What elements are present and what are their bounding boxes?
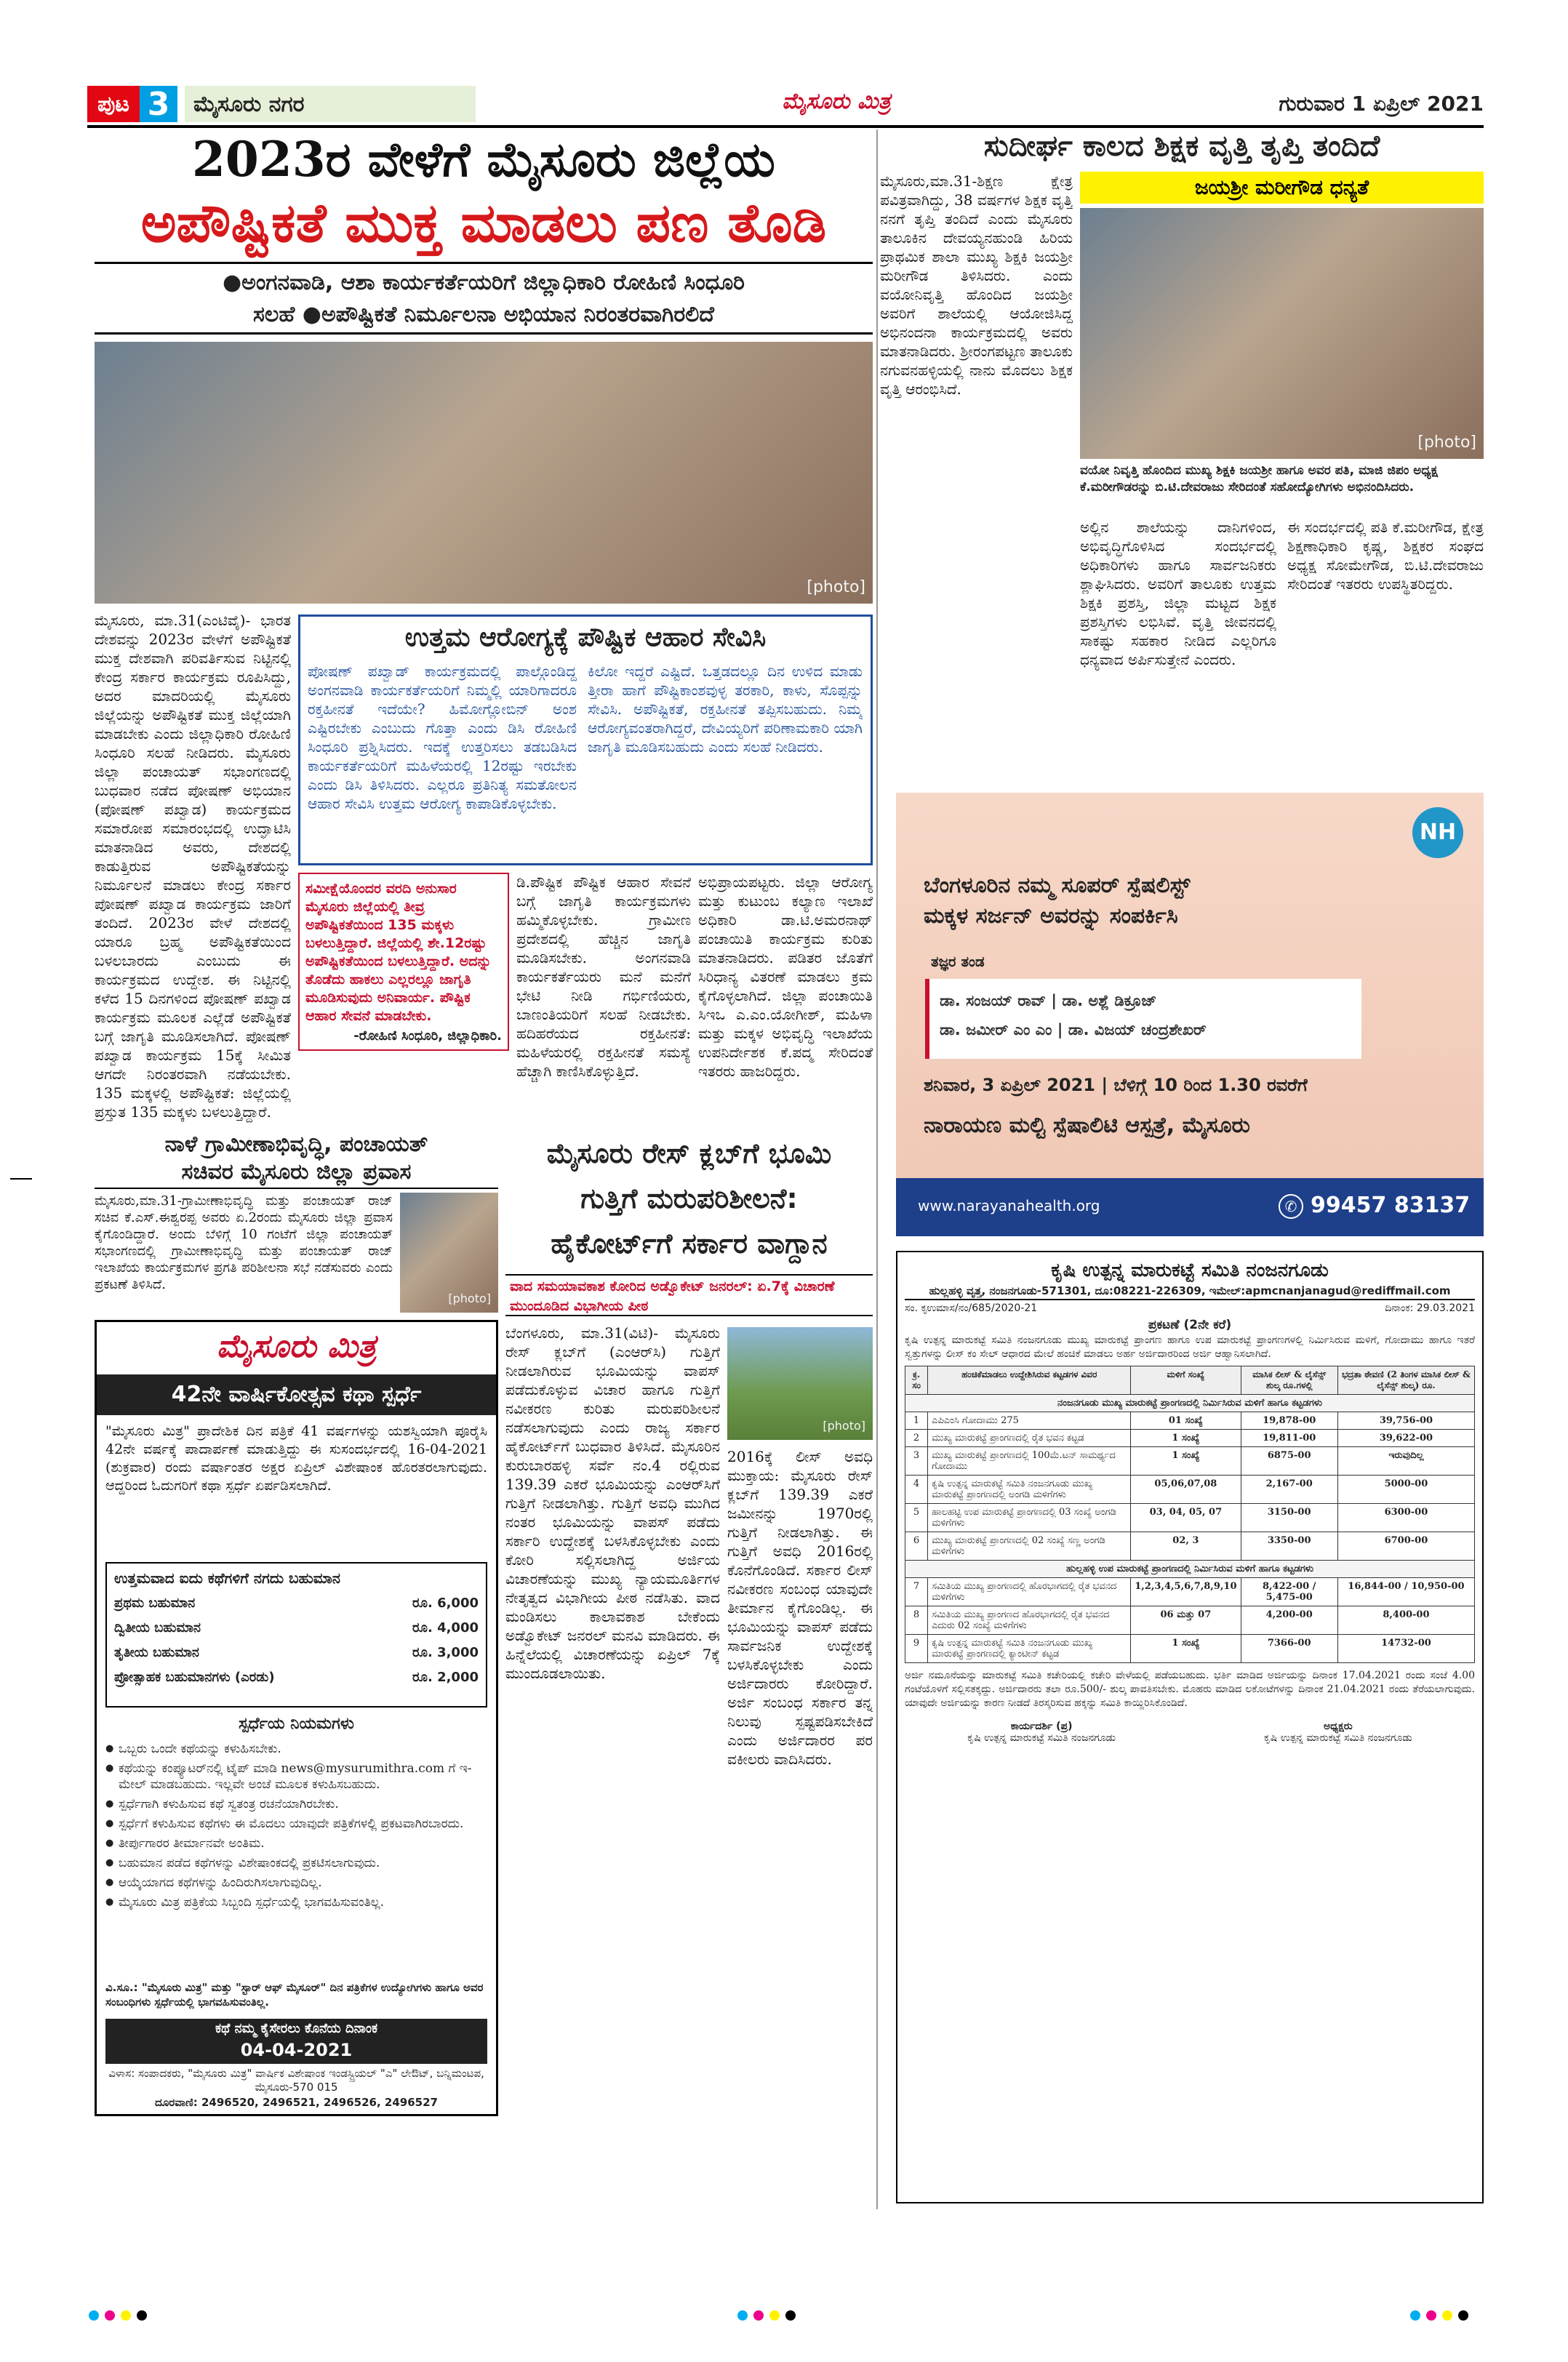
table-cell: 2,167-00 [1241,1476,1337,1504]
table-cell: 5000-00 [1337,1476,1474,1504]
nutrition-headline: ಉತ್ತಮ ಆರೋಗ್ಯಕ್ಕೆ ಪೌಷ್ಟಿಕ ಆಹಾರ ಸೇವಿಸಿ [404,622,767,652]
rule-text: ಆಯ್ಕೆಯಾಗದ ಕಥೆಗಳನ್ನು ಹಿಂದಿರುಗಿಸಲಾಗುವುದಿಲ್ಲ. [119,1875,322,1890]
rules-list [105,1741,487,1977]
lead-photo-label: [photo] [807,578,865,596]
table-cell: 05,06,07,08 [1131,1476,1241,1504]
apmc-email[interactable]: apmcnanjanagud@rediffmail.com [1245,1284,1451,1297]
race-headline-line-3: ಹೈಕೋರ್ಟ್‌ಗೆ ಸರ್ಕಾರ ವಾಗ್ದಾನ [551,1228,828,1260]
table-row [905,1635,1475,1663]
apmc-ref-row [905,1300,1475,1316]
apmc-signatures [905,1721,1475,1744]
teacher-headline: ಸುದೀರ್ಘ ಕಾಲದ ಶಿಕ್ಷಕ ವೃತ್ತಿ ತೃಪ್ತಿ ತಂದಿದೆ [983,129,1380,163]
prize-amount: ರೂ. 6,000 [412,1596,479,1611]
table-cell: 9 [905,1635,928,1663]
lead-subhead-line-1: ●ಅಂಗನವಾಡಿ, ಆಶಾ ಕಾರ್ಯಕರ್ತೆಯರಿಗೆ ಜಿಲ್ಲಾಧಿಕಾರಿ ರೋಹಿಣಿ ಸಿಂಧೂರಿ [223,270,745,295]
table-section-row [905,1395,1475,1412]
apmc-intro: ಕೃಷಿ ಉತ್ಪನ್ನ ಮಾರುಕಟ್ಟೆ ಸಮಿತಿ ನಂಜನಗೂಡು ಮುಖ್ಯ ಮಾರುಕಟ್ಟೆ ಪ್ರಾಂಗಣ ಹಾಗೂ ಉಪ ಮಾರುಕಟ್ಟೆ ಪ್ರಾಂಗಣಗಳಲ್ಲಿ ನಿರ್ಮಿಸಿರುವ ಮಳಿಗೆ, ಗೋದಾಮು ಹಾಗೂ ಇತರೆ ಸ್ವತ್ತುಗಳನ್ನು ಲೀಸ್ ಕಂ ಸೇಲ್ ಆಧಾರದ ಮೇಲೆ ಹಂಚಿಕೆ ಮಾಡಲು ಅರ್ಹ ಅರ್ಜಿದಾರರಿಂದ ಅರ್ಜಿ ಆಹ್ವಾನಿಸಲಾಗಿದೆ. [905,1334,1475,1360]
deadline-box [105,2019,487,2064]
rule-text: ಬಹುಮಾನ ಪಡೆದ ಕಥೆಗಳನ್ನು ವಿಶೇಷಾಂಕದಲ್ಲಿ ಪ್ರಕಟಿಸಲಾಗುವುದು. [119,1856,380,1870]
teacher-caption: ವಯೋ ನಿವೃತ್ತಿ ಹೊಂದಿದ ಮುಖ್ಯ ಶಿಕ್ಷಕಿ ಜಯಶ್ರೀ ಹಾಗೂ ಅವರ ಪತಿ, ಮಾಜಿ ಜಿಪಂ ಅಧ್ಯಕ್ಷ ಕೆ.ಮರೀಗೌಡರನ್ನು ಬಿ.ಟಿ.ದೇವರಾಜು ಸೇರಿದಂತೆ ಸಹೋದ್ಯೋಗಿಗಳು ಅಭಿನಂದಿಸಿದರು. [1080,463,1438,495]
prize-name: ದ್ವಿತೀಯ ಬಹುಮಾನ [114,1620,201,1636]
lead-photo [95,342,873,604]
teacher-photo [1080,208,1484,459]
apmc-table-body [905,1395,1475,1663]
table-cell: ಹಾಲಹಟ್ಟಿ ಉಪ ಮಾರುಕಟ್ಟೆ ಪ್ರಾಂಗಣದಲ್ಲಿ 03 ಸಂಖ್ಯೆ ಅಂಗಡಿ ಮಳಿಗೆಗಳು [928,1504,1131,1532]
table-cell: 1 [905,1412,928,1430]
lead-headline-1: 2023ರ ವೇಳೆಗೆ ಮೈಸೂರು ಜಿಲ್ಲೆಯ [191,131,775,188]
table-row [905,1606,1475,1635]
apmc-table [905,1366,1475,1663]
rule-item [105,1855,487,1871]
page-label: ಪುಟ [87,86,140,122]
rule-text: ತೀರ್ಪುಗಾರರ ತೀರ್ಮಾನವೇ ಅಂತಿಮ. [119,1836,265,1851]
minister-photo [400,1193,498,1313]
table-cell: 1,2,3,4,5,6,7,8,9,10 [1131,1578,1241,1606]
rule-item [105,1894,487,1910]
table-row [905,1532,1475,1561]
race-col1: ಬೆಂಗಳೂರು, ಮಾ.31(ವಿಟಿ)- ಮೈಸೂರು ರೇಸ್ ಕ್ಲಬ್‌ಗೆ (ಎಂಆರ್‌ಸಿ) ಗುತ್ತಿಗೆ ನೀಡಲಾಗಿರುವ ಭೂಮಿಯನ್ನು ವಾಪಸ್ ಪಡೆದುಕೊಳ್ಳುವ ವಿಚಾರ ಹಾಗೂ ಗುತ್ತಿಗೆ ನವೀಕರಣ ಕುರಿತು ಮರುಪರಿಶೀಲನೆ ನಡೆಸಲಾಗುವುದು ಎಂದು ರಾಜ್ಯ ಸರ್ಕಾರ ಹೈಕೋರ್ಟ್‌ಗೆ ಬುಧವಾರ ತಿಳಿಸಿದೆ. ಮೈಸೂರಿನ ಕುರುಬಾರಹಳ್ಳಿ ಸರ್ವೆ ನಂ.4 ರಲ್ಲಿರುವ 139.39 ಎಕರೆ ಭೂಮಿಯನ್ನು ಎಂಆರ್‌ಸಿಗೆ ಗುತ್ತಿಗೆ ನೀಡಲಾಗಿತ್ತು. ಗುತ್ತಿಗೆ ಅವಧಿ ಮುಗಿದ ನಂತರ ಭೂಮಿಯನ್ನು ವಾಪಸ್ ಪಡೆದು ಸರ್ಕಾರಿ ಉದ್ದೇಶಕ್ಕೆ ಬಳಸಿಕೊಳ್ಳಬೇಕು ಎಂದು ಕೋರಿ ಸಲ್ಲಿಸಲಾಗಿದ್ದ ಅರ್ಜಿಯ ವಿಚಾರಣೆಯನ್ನು ಮುಖ್ಯ ನ್ಯಾಯಮೂರ್ತಿಗಳ ನೇತೃತ್ವದ ವಿಭಾಗೀಯ ಪೀಠ ನಡೆಸಿತು. ವಾದ ಮಂಡಿಸಲು ಕಾಲಾವಕಾಶ ಬೇಕೆಂದು ಅಡ್ವೊಕೇಟ್ ಜನರಲ್ ಮನವಿ ಮಾಡಿದರು. ಈ ಹಿನ್ನೆಲೆಯಲ್ಲಿ ವಿಚಾರಣೆಯನ್ನು ಏಪ್ರಿಲ್ 7ಕ್ಕೆ ಮುಂದೂಡಲಾಯಿತು. [505,1324,720,1682]
table-cell: 19,878-00 [1241,1412,1337,1430]
prize-row [114,1616,479,1641]
contest-title: 42ನೇ ವಾರ್ಷಿಕೋತ್ಸವ ಕಥಾ ಸ್ಪರ್ಧೆ [97,1374,496,1415]
table-cell: 1 ಸಂಖ್ಯೆ [1131,1635,1241,1663]
ad-line-2: ಮಕ್ಕಳ ಸರ್ಜನ್ ಅವರನ್ನು ಸಂಪರ್ಕಿಸಿ [924,903,1178,929]
rural-headline [95,1131,498,1189]
table-header-cell: ಹಂಚಿಕೆಮಾಡಲು ಉದ್ದೇಶಿಸಿರುವ ಕಟ್ಟಡಗಳ ವಿವರ [928,1366,1131,1395]
race-headline [505,1131,873,1273]
prize-row [114,1641,479,1665]
table-header-cell: ಮಾಸಿಕ ಲೀಸ್ & ಲೈಸೆನ್ಸ್ ಶುಲ್ಕ ರೂ.ಗಳಲ್ಲಿ [1241,1366,1337,1395]
ad-schedule: ಶನಿವಾರ, 3 ಏಪ್ರಿಲ್ 2021 | ಬೆಳಿಗ್ಗೆ 10 ರಿಂದ 1.30 ರವರೆಗೆ [924,1075,1308,1095]
bullet-icon: ● [105,1818,114,1829]
dc-callout-text: ಸಮೀಕ್ಷೆಯೊಂದರ ವರದಿ ಅನುಸಾರ ಮೈಸೂರು ಜಿಲ್ಲೆಯಲ್ಲಿ ತೀವ್ರ ಅಪೌಷ್ಟಿಕತೆಯಿಂದ 135 ಮಕ್ಕಳು ಬಳಲುತ್ತಿದ್ದಾರೆ. ಜಿಲ್ಲೆಯಲ್ಲಿ ಶೇ.12ರಷ್ಟು ಅಪೌಷ್ಟಿಕತೆಯಿಂದ ಬಳಲುತ್ತಿದ್ದಾರೆ. ಅದನ್ನು ತೊಡೆದು ಹಾಕಲು ಎಲ್ಲರಲ್ಲೂ ಜಾಗೃತಿ ಮೂಡಿಸುವುದು ಅನಿವಾರ್ಯ. ಪೌಷ್ಟಿಕ ಆಹಾರ ಸೇವನೆ ಮಾಡಬೇಕು. [305,881,492,1024]
table-row [905,1430,1475,1447]
registration-dots-right [1407,2310,1471,2323]
race-headline-line-1: ಮೈಸೂರು ರೇಸ್ ಕ್ಲಬ್‌ಗೆ ಭೂಮಿ [546,1137,832,1169]
bullet-icon: ● [105,1877,114,1888]
rural-body: ಮೈಸೂರು,ಮಾ.31-ಗ್ರಾಮೀಣಾಭಿವೃದ್ಧಿ ಮತ್ತು ಪಂಚಾಯತ್ ರಾಜ್ ಸಚಿವ ಕೆ.ಎಸ್.ಈಶ್ವರಪ್ಪ ಅವರು ಏ.2ರಂದು ಮೈಸೂರು ಜಿಲ್ಲಾ ಪ್ರವಾಸ ಕೈಗೊಂಡಿದ್ದಾರೆ. ಅಂದು ಬೆಳಿಗ್ಗೆ 10 ಗಂಟೆಗೆ ಜಿಲ್ಲಾ ಪಂಚಾಯತ್ ಸಭಾಂಗಣದಲ್ಲಿ ಗ್ರಾಮೀಣಾಭಿವೃದ್ಧಿ ಮತ್ತು ಪಂಚಾಯತ್ ರಾಜ್ ಇಲಾಖೆಯ ಕಾರ್ಯಕ್ರಮಗಳ ಪ್ರಗತಿ ಪರಿಶೀಲನಾ ಸಭೆ ನಡೆಸುವರು ಎಂದು ಪ್ರಕಟಣೆ ತಿಳಿಸಿದೆ. [95,1193,393,1292]
table-cell: 39,622-00 [1337,1430,1474,1447]
table-cell: ಮುಖ್ಯ ಮಾರುಕಟ್ಟೆ ಪ್ರಾಂಗಣದಲ್ಲಿ 02 ಸಂಖ್ಯೆ ಸಣ್ಣ ಅಂಗಡಿ ಮಳಿಗೆಗಳು [928,1532,1131,1561]
prize-name: ತೃತೀಯ ಬಹುಮಾನ [114,1645,199,1660]
apmc-title: ಕೃಷಿ ಉತ್ಪನ್ನ ಮಾರುಕಟ್ಟೆ ಸಮಿತಿ ನಂಜನಗೂಡು [1051,1260,1329,1281]
table-row [905,1447,1475,1476]
apmc-notice [896,1251,1484,2203]
contest-phones: ದೂರವಾಣಿ: 2496520, 2496521, 2496526, 2496527 [155,2096,438,2109]
table-section-title: ಹುಲ್ಲಹಳ್ಳಿ ಉಪ ಮಾರುಕಟ್ಟೆ ಪ್ರಾಂಗಣದಲ್ಲಿ ನಿರ್ಮಿಸಿರುವ ಮಳಿಗೆ ಹಾಗೂ ಕಟ್ಟಡಗಳು [905,1561,1475,1578]
table-cell: 7366-00 [1241,1635,1337,1663]
signature-left-role: ಕಾರ್ಯದರ್ಶಿ (ಪ್ರ) [1010,1721,1073,1732]
race-photo [727,1327,873,1440]
nh-logo[interactable]: NH [1412,807,1463,858]
ad-phone[interactable]: 99457 83137 [1311,1193,1471,1218]
teacher-photo-label: [photo] [1417,433,1476,452]
table-cell: 1 ಸಂಖ್ಯೆ [1131,1430,1241,1447]
table-row [905,1578,1475,1606]
bullet-icon: ● [105,1743,114,1754]
table-cell: ಎಪಿಎಂಸಿ ಗೋದಾಮು 275 [928,1412,1131,1430]
lead-subhead-line-2: ಸಲಹೆ ●ಅಪೌಷ್ಟಿಕತೆ ನಿರ್ಮೂಲನಾ ಅಭಿಯಾನ ನಿರಂತರವಾಗಿರಲಿದೆ [253,302,714,327]
table-cell: ಮುಖ್ಯ ಮಾರುಕಟ್ಟೆ ಪ್ರಾಂಗಣದಲ್ಲಿ ರೈತ ಭವನ ಕಟ್ಟಡ [928,1430,1131,1447]
signature-right [1201,1721,1475,1744]
apmc-terms: ಅರ್ಜಿ ನಮೂನೆಯನ್ನು ಮಾರುಕಟ್ಟೆ ಸಮಿತಿ ಕಚೇರಿಯಲ್ಲಿ ಕಚೇರಿ ವೇಳೆಯಲ್ಲಿ ಪಡೆಯಬಹುದು. ಭರ್ತಿ ಮಾಡಿದ ಅರ್ಜಿಯನ್ನು ದಿನಾಂಕ 17.04.2021 ರಂದು ಸಂಜೆ 4.00 ಗಂಟೆಯೊಳಗೆ ಸಲ್ಲಿಸತಕ್ಕದ್ದು. ಅರ್ಜಿದಾರರು ತಲಾ ರೂ.500/- ಶುಲ್ಕ ಪಾವತಿಸಬೇಕು. ಮೊಹರು ಮಾಡಿದ ಲಕೋಟೆಗಳನ್ನು ದಿನಾಂಕ 21.04.2021 ರಂದು ತೆರೆಯಲಾಗುವುದು. ಯಾವುದೇ ಅರ್ಜಿಯನ್ನು ಕಾರಣ ನೀಡದೆ ತಿರಸ್ಕರಿಸುವ ಹಕ್ಕನ್ನು ಸಮಿತಿ ಕಾಯ್ದಿರಿಸಿಕೊಂಡಿದೆ. [905,1670,1475,1709]
registration-dots-center [735,2310,799,2323]
bullet-icon: ● [105,1897,114,1907]
teacher-col3: ಈ ಸಂದರ್ಭದಲ್ಲಿ ಪತಿ ಕೆ.ಮರೀಗೌಡ, ಕ್ಷೇತ್ರ ಶಿಕ್ಷಣಾಧಿಕಾರಿ ಕೃಷ್ಣ, ಶಿಕ್ಷಕರ ಸಂಘದ ಅಧ್ಯಕ್ಷ ಸೋಮೇಗೌಡ, ಬಿ.ಟಿ.ದೇವರಾಜು ಸೇರಿದಂತೆ ಇತರರು ಉಪಸ್ಥಿತರಿದ್ದರು. [1287,519,1484,593]
rule-item [105,1761,487,1793]
lead-subhead [95,262,873,335]
rule-text: ಕಥೆಯನ್ನು ಕಂಪ್ಯೂಟರ್‌ನಲ್ಲಿ ಟೈಪ್ ಮಾಡಿ news@mysurumithra.com ಗೆ ಇ-ಮೇಲ್ ಮಾಡಬಹುದು. ಇಲ್ಲವೇ ಅಂಚೆ ಮೂಲಕ ಕಳುಹಿಸಬಹುದು. [119,1761,472,1792]
table-section-title: ನಂಜನಗೂಡು ಮುಖ್ಯ ಮಾರುಕಟ್ಟೆ ಪ್ರಾಂಗಣದಲ್ಲಿ ನಿರ್ಮಿಸಿರುವ ಮಳಿಗೆ ಹಾಗೂ ಕಟ್ಟಡಗಳು [905,1395,1475,1412]
table-cell: 3150-00 [1241,1504,1337,1532]
rule-item [105,1741,487,1757]
section-name: ಮೈಸೂರು ನಗರ [185,86,476,122]
prize-row [114,1665,479,1690]
table-cell: ಮುಖ್ಯ ಮಾರುಕಟ್ಟೆ ಪ್ರಾಂಗಣದಲ್ಲಿ 100ಮೆ.ಟನ್ ಸಾಮರ್ಥ್ಯದ ಗೋದಾಮು [928,1447,1131,1476]
signature-right-role: ಅಧ್ಯಕ್ಷರು [1324,1721,1353,1732]
table-cell: 8 [905,1606,928,1635]
table-cell: 16,844-00 / 10,950-00 [1337,1578,1474,1606]
table-cell: 1 ಸಂಖ್ಯೆ [1131,1447,1241,1476]
table-header-cell: ಕ್ರ. ಸಂ [905,1366,928,1395]
column-divider [876,129,878,2209]
nutrition-box [298,614,873,865]
page-number: 3 [140,86,177,122]
signature-left-org: ಕೃಷಿ ಉತ್ಪನ್ನ ಮಾರುಕಟ್ಟೆ ಸಮಿತಿ ನಂಜನಗೂಡು [967,1732,1116,1744]
apmc-contact-prefix: ಹುಲ್ಲಹಳ್ಳಿ ವೃತ್ತ, ನಂಜನಗೂಡು-571301, ದೂ:08221-226309, ಇಮೇಲ್: [929,1284,1246,1297]
table-cell: 2 [905,1430,928,1447]
bullet-icon: ● [105,1838,114,1849]
doctors-row-2: ಡಾ. ಜಮೀರ್ ಎಂ ಎಂ | ಡಾ. ವಿಜಯ್ ಚಂದ್ರಶೇಖರ್ [940,1021,1207,1038]
signature-left [905,1721,1178,1744]
contest-intro: "ಮೈಸೂರು ಮಿತ್ರ" ಪ್ರಾದೇಶಿಕ ದಿನ ಪತ್ರಿಕೆ 41 ವರ್ಷಗಳನ್ನು ಯಶಸ್ವಿಯಾಗಿ ಪೂರೈಸಿ 42ನೇ ವರ್ಷಕ್ಕೆ ಪಾದಾರ್ಪಣೆ ಮಾಡುತ್ತಿದ್ದು ಈ ಸುಸಂದರ್ಭದಲ್ಲಿ 16-04-2021 (ಶುಕ್ರವಾರ) ರಂದು ವರ್ಷಾಂತರ ಅಕ್ಷರ ಏಪ್ರಿಲ್ ವಿಶೇಷಾಂಕ ಹೊರತರಲಾಗುವುದು. ಆದ್ದರಿಂದ ಓದುಗರಿಗೆ ಕಥಾ ಸ್ಪರ್ಧೆ ಏರ್ಪಡಿಸಲಾಗಿದೆ. [105,1423,487,1494]
minister-photo-label: [photo] [448,1292,491,1305]
ad-website[interactable]: www.narayanahealth.org [918,1197,1100,1214]
table-row [905,1504,1475,1532]
table-row [905,1412,1475,1430]
race-subhead: ವಾದ ಸಮಯಾವಕಾಶ ಕೋರಿದ ಅಡ್ವೊಕೇಟ್ ಜನರಲ್: ಏ.7ಕ್ಕೆ ವಿಚಾರಣೆ ಮುಂದೂಡಿದ ವಿಭಾಗೀಯ ಪೀಠ [505,1274,873,1316]
table-cell: 6 [905,1532,928,1561]
table-row [905,1476,1475,1504]
rule-item [105,1875,487,1891]
table-header-cell: ಮಳಿಗೆ ಸಂಖ್ಯೆ [1131,1366,1241,1395]
paper-name: ಮೈಸೂರು ಮಿತ್ರ [782,89,891,114]
prize-row [114,1591,479,1616]
lead-body-col4: ಅಭಿಪ್ರಾಯಪಟ್ಟರು. ಜಿಲ್ಲಾ ಆರೋಗ್ಯ ಮತ್ತು ಕುಟುಂಬ ಕಲ್ಯಾಣ ಇಲಾಖೆ ಅಧಿಕಾರಿ ಡಾ.ಟಿ.ಅಮರನಾಥ್ ಪಂಚಾಯಿತಿ ಕಾರ್ಯಕ್ರಮ ಕುರಿತು ಮಾತನಾಡಿದರು. ಪಡಿತರ ಜೊತೆಗೆ ಸಿರಿಧಾನ್ಯ ವಿತರಣೆ ಮಾಡಲು ಕ್ರಮ ಕೈಗೊಳ್ಳಲಾಗಿದೆ. ಜಿಲ್ಲಾ ಪಂಚಾಯಿತಿ ಸಿಇಒ ಎ.ಎಂ.ಯೋಗೀಶ್, ಮಹಿಳಾ ಮತ್ತು ಮಕ್ಕಳ ಅಭಿವೃದ್ಧಿ ಇಲಾಖೆಯ ಉಪನಿರ್ದೇಶಕ ಕೆ.ಪದ್ಮ ಸೇರಿದಂತೆ ಇತರರು ಹಾಜರಿದ್ದರು. [698,873,873,1080]
table-cell: 6875-00 [1241,1447,1337,1476]
lead-body-col3: ಡಿ.ಪೌಷ್ಟಿಕ ಪೌಷ್ಟಿಕ ಆಹಾರ ಸೇವನೆ ಬಗ್ಗೆ ಜಾಗೃತಿ ಕಾರ್ಯಕ್ರಮಗಳು ಹಮ್ಮಿಕೊಳ್ಳಬೇಕು. ಗ್ರಾಮೀಣ ಪ್ರದೇಶದಲ್ಲಿ ಹೆಚ್ಚಿನ ಜಾಗೃತಿ ಮೂಡಿಸಬೇಕು. ಅಂಗನವಾಡಿ ಕಾರ್ಯಕರ್ತೆಯರು ಮನೆ ಮನೆಗೆ ಭೇಟಿ ನೀಡಿ ಗರ್ಭಿಣಿಯರು, ಬಾಣಂತಿಯರಿಗೆ ಸಲಹೆ ನೀಡಬೇಕು. ಹದಿಹರೆಯದ ರಕ್ತಹೀನತೆ: ಮಹಿಳೆಯರಲ್ಲಿ ರಕ್ತಹೀನತೆ ಸಮಸ್ಯೆ ಹೆಚ್ಚಾಗಿ ಕಾಣಿಸಿಕೊಳ್ಳುತ್ತಿದೆ. [516,873,691,1080]
deadline-label: ಕಥೆ ನಮ್ಮ ಕೈಸೇರಲು ಕೊನೆಯ ದಿನಾಂಕ [215,2021,378,2036]
doctors-row-1: ಡಾ. ಸಂಜಯ್ ರಾವ್ | ಡಾ. ಅಶ್ಲೆ ಡಿಕ್ರೂಜ್ [940,992,1157,1009]
doctors-box [925,979,1361,1059]
prize-box [105,1562,487,1708]
deadline-date: 04-04-2021 [240,2040,353,2060]
apmc-date: ದಿನಾಂಕ: 29.03.2021 [1385,1302,1475,1314]
lead-headline-2: ಅಪೌಷ್ಟಿಕತೆ ಮುಕ್ತ ಮಾಡಲು ಪಣ ತೊಡಿ [140,192,827,255]
table-cell: 03, 04, 05, 07 [1131,1504,1241,1532]
table-cell: 14732-00 [1337,1635,1474,1663]
rule-item [105,1796,487,1812]
teacher-col2: ಅಲ್ಲಿನ ಶಾಲೆಯನ್ನು ದಾನಿಗಳಿಂದ, ಅಭಿವೃದ್ಧಿಗೊಳಿಸಿದ ಸಂದರ್ಭದಲ್ಲಿ ಅಧಿಕಾರಿಗಳು ಹಾಗೂ ಸಾರ್ವಜನಿಕರು ಶ್ಲಾಘಿಸಿದರು. ಅವರಿಗೆ ತಾಲೂಕು ಉತ್ತಮ ಶಿಕ್ಷಕಿ ಪ್ರಶಸ್ತಿ, ಜಿಲ್ಲಾ ಮಟ್ಟದ ಶಿಕ್ಷಕ ಪ್ರಶಸ್ತಿಗಳು ಲಭಿಸಿವೆ. ವೃತ್ತಿ ಜೀವನದಲ್ಲಿ ಸಾಕಷ್ಟು ಸಹಕಾರ ನೀಡಿದ ಎಲ್ಲರಿಗೂ ಧನ್ಯವಾದ ಅರ್ಪಿಸುತ್ತೇನೆ ಎಂದರು. [1080,519,1276,668]
prize-amount: ರೂ. 2,000 [412,1670,479,1685]
rule-text: ಮೈಸೂರು ಮಿತ್ರ ಪತ್ರಿಕೆಯ ಸಿಬ್ಬಂದಿ ಸ್ಪರ್ಧೆಯಲ್ಲಿ ಭಾಗವಹಿಸುವಂತಿಲ್ಲ. [119,1895,385,1910]
rules-head: ಸ್ಪರ್ಧೆಯ ನಿಯಮಗಳು [239,1715,354,1733]
masthead-date: ಗುರುವಾರ 1 ಏಪ್ರಿಲ್ 2021 [1279,92,1484,116]
table-cell: 4 [905,1476,928,1504]
race-photo-label: [photo] [823,1419,865,1433]
ad-hospital: ನಾರಾಯಣ ಮಲ್ಟಿ ಸ್ಪೆಷಾಲಿಟಿ ಆಸ್ಪತ್ರೆ, ಮೈಸೂರು [924,1113,1250,1138]
prize-name: ಪ್ರಥಮ ಬಹುಮಾನ [114,1596,196,1611]
masthead-rule [87,125,1484,128]
table-cell: 3 [905,1447,928,1476]
rural-headline-line-1: ನಾಳೆ ಗ್ರಾಮೀಣಾಭಿವೃದ್ಧಿ, ಪಂಚಾಯತ್ [164,1132,428,1157]
contest-brand: ಮೈಸೂರು ಮಿತ್ರ [216,1328,377,1365]
contest-address: ವಿಳಾಸ: ಸಂಪಾದಕರು, "ಮೈಸೂರು ಮಿತ್ರ" ವಾರ್ಷಿಕ ವಿಶೇಷಾಂಕ ಇಂಡಸ್ಟ್ರಿಯಲ್ "ಎ" ಲೇಔಟ್, ಬನ್ನಿಮಂಟಪ, ಮೈಸೂರು-570 015 [108,2067,484,2094]
rule-text: ಸ್ಪರ್ಧೆಗೆ ಕಳುಹಿಸುವ ಕಥೆಗಳು ಈ ಮೊದಲು ಯಾವುದೇ ಪತ್ರಿಕೆಗಳಲ್ಲಿ ಪ್ರಕಟವಾಗಿರಬಾರದು. [119,1817,464,1831]
bullet-icon: ● [105,1857,114,1868]
table-cell: ಇರುವುದಿಲ್ಲ [1337,1447,1474,1476]
table-header-cell: ಭದ್ರತಾ ಠೇವಣಿ (2 ತಿಂಗಳ ಮಾಸಿಕ ಲೀಸ್ & ಲೈಸೆನ್ಸ್ ಶುಲ್ಕ) ರೂ. [1337,1366,1474,1395]
rule-item [105,1835,487,1851]
table-cell: 8,400-00 [1337,1606,1474,1635]
apmc-ref: ಸಂ. ಕೃಉಮಾಸ/ನಂ/685/2020-21 [905,1302,1038,1314]
rule-text: ಸ್ಪರ್ಧೆಗಾಗಿ ಕಳುಹಿಸುವ ಕಥೆ ಸ್ವತಂತ್ರ ರಚನೆಯಾಗಿರಬೇಕು. [119,1797,339,1811]
contest-box [95,1320,498,2116]
apmc-table-header [905,1366,1475,1395]
masthead [87,86,1484,122]
table-cell: 39,756-00 [1337,1412,1474,1430]
prize-list [114,1591,479,1690]
table-cell: 06 ಮತ್ತು 07 [1131,1606,1241,1635]
nutrition-col2: ಕಿಲೋ ಇದ್ದರೆ ಎಷ್ಟಿದೆ. ಒತ್ತಡದಲ್ಲೂ ದಿನ ಉಳಿದ ಮಾಡು ತ್ತೀರಾ ಹಾಗೆ ಪೌಷ್ಟಿಕಾಂಶವುಳ್ಳ ತರಕಾರಿ, ಕಾಳು, ಸೊಪ್ಪನ್ನು ಸೇವಿಸಿ. ಅಪೌಷ್ಟಿಕತೆ, ರಕ್ತಹೀನತೆ ತಪ್ಪಿಸಬಹುದು. ನಿಮ್ಮ ಆರೋಗ್ಯವಂತರಾಗಿದ್ದರೆ, ದೇವಿಯ್ಯರಿಗೆ ಪರಿಣಾಮಕಾರಿ ಯಾಗಿ ಜಾಗೃತಿ ಮೂಡಿಸಬಹುದು ಎಂದು ಸಲಹೆ ನೀಡಿದರು. [588,662,863,756]
table-cell: 7 [905,1578,928,1606]
rural-headline-line-2: ಸಚಿವರ ಮೈಸೂರು ಜಿಲ್ಲಾ ಪ್ರವಾಸ [181,1159,412,1185]
table-cell: 6300-00 [1337,1504,1474,1532]
apmc-contact [905,1283,1475,1300]
table-cell: ಕೃಷಿ ಉತ್ಪನ್ನ ಮಾರುಕಟ್ಟೆ ಸಮಿತಿ ನಂಜನಗೂಡು ಮುಖ್ಯ ಮಾರುಕಟ್ಟೆ ಪ್ರಾಂಗಣದಲ್ಲಿ ಅಂಗಡಿ ಮಳಿಗೆಗಳು [928,1476,1131,1504]
table-cell: ಸಮಿತಿಯ ಮುಖ್ಯ ಪ್ರಾಂಗಣದ ಹೊರಭಾಗದಲ್ಲಿ ರೈತ ಭವನದ ಎದುರು 02 ಸಂಖ್ಯೆ ಮಳಿಗೆಗಳು [928,1606,1131,1635]
table-cell: ಕೃಷಿ ಉತ್ಪನ್ನ ಮಾರುಕಟ್ಟೆ ಸಮಿತಿ ನಂಜನಗೂಡು ಮುಖ್ಯ ಮಾರುಕಟ್ಟೆ ಪ್ರಾಂಗಣದಲ್ಲಿ ಕ್ಯಾಂಟೀನ್ ಕಟ್ಟಡ [928,1635,1131,1663]
race-col2: 2016ಕ್ಕೆ ಲೀಸ್ ಅವಧಿ ಮುಕ್ತಾಯ: ಮೈಸೂರು ರೇಸ್ ಕ್ಲಬ್‌ಗೆ 139.39 ಎಕರೆ ಜಮೀನನ್ನು 1970ರಲ್ಲಿ ಗುತ್ತಿಗೆ ನೀಡಲಾಗಿತ್ತು. ಈ ಗುತ್ತಿಗೆ ಅವಧಿ 2016ರಲ್ಲಿ ಕೊನೆಗೊಂಡಿದೆ. ಸರ್ಕಾರ ಲೀಸ್ ನವೀಕರಣ ಸಂಬಂಧ ಯಾವುದೇ ತೀರ್ಮಾನ ಕೈಗೊಂಡಿಲ್ಲ. ಈ ಭೂಮಿಯನ್ನು ವಾಪಸ್ ಪಡೆದು ಸಾರ್ವಜನಿಕ ಉದ್ದೇಶಕ್ಕೆ ಬಳಸಿಕೊಳ್ಳಬೇಕು ಎಂದು ಅರ್ಜಿದಾರರು ಕೋರಿದ್ದಾರೆ. ಅರ್ಜಿ ಸಂಬಂಧ ಸರ್ಕಾರ ತನ್ನ ನಿಲುವು ಸ್ಪಷ್ಟಪಡಿಸಬೇಕಿದೆ ಎಂದು ಅರ್ಜಿದಾರರ ಪರ ವಕೀಲರು ವಾದಿಸಿದರು. [727,1448,873,1768]
rule-text: ಒಬ್ಬರು ಒಂದೇ ಕಥೆಯನ್ನು ಕಳುಹಿಸಬೇಕು. [119,1742,281,1756]
table-cell: 3350-00 [1241,1532,1337,1561]
ad-line-1: ಬೆಂಗಳೂರಿನ ನಮ್ಮ ಸೂಪರ್ ಸ್ಪೆಷಲಿಸ್ಟ್ [924,873,1191,898]
prize-amount: ರೂ. 4,000 [412,1620,479,1636]
teacher-col1: ಮೈಸೂರು,ಮಾ.31-ಶಿಕ್ಷಣ ಕ್ಷೇತ್ರ ಪವಿತ್ರವಾಗಿದ್ದು, 38 ವರ್ಷಗಳ ಶಿಕ್ಷಕ ವೃತ್ತಿ ನನಗೆ ತೃಪ್ತಿ ತಂದಿದೆ ಎಂದು ಮೈಸೂರು ತಾಲೂಕಿನ ದೇವಯ್ಯನಹುಂಡಿ ಹಿರಿಯ ಪ್ರಾಥಮಿಕ ಶಾಲಾ ಮುಖ್ಯ ಶಿಕ್ಷಕಿ ಜಯಶ್ರೀ ಮರೀಗೌಡ ತಿಳಿಸಿದರು. ಎಂದು ವಯೋನಿವೃತ್ತಿ ಹೊಂದಿದ ಜಯಶ್ರೀ ಅವರಿಗೆ ಶಾಲೆಯಲ್ಲಿ ಆಯೋಜಿಸಿದ್ದ ಅಭಿನಂದನಾ ಕಾರ್ಯಕ್ರಮದಲ್ಲಿ ಅವರು ಮಾತನಾಡಿದರು. ಶ್ರೀರಂಗಪಟ್ಟಣ ತಾಲೂಕು ನಗುವನಹಳ್ಳಿಯಲ್ಲಿ ನಾನು ಮೊದಲು ಶಿಕ್ಷಕ ವೃತ್ತಿ ಆರಂಭಿಸಿದೆ. [880,172,1073,398]
bullet-icon: ● [105,1763,114,1774]
side-mark [10,1178,32,1180]
race-headline-line-2: ಗುತ್ತಿಗೆ ಮರುಪರಿಶೀಲನೆ: [580,1182,798,1214]
table-cell: 19,811-00 [1241,1430,1337,1447]
table-section-row [905,1561,1475,1578]
ad-footer [896,1178,1484,1236]
table-cell: 4,200-00 [1241,1606,1337,1635]
table-cell: 02, 3 [1131,1532,1241,1561]
team-label: ತಜ್ಞರ ತಂಡ [931,953,985,970]
bullet-icon: ● [105,1798,114,1809]
table-cell: 01 ಸಂಖ್ಯೆ [1131,1412,1241,1430]
registration-dots-left [86,2310,150,2323]
apmc-notice-title: ಪ್ರಕಟಣೆ (2ನೇ ಕರೆ) [1148,1318,1232,1332]
contest-footnote: ವಿ.ಸೂ.: "ಮೈಸೂರು ಮಿತ್ರ" ಮತ್ತು "ಸ್ಟಾರ್ ಆಫ್ ಮೈಸೂರ್" ದಿನ ಪತ್ರಿಕೆಗಳ ಉದ್ಯೋಗಿಗಳು ಹಾಗೂ ಅವರ ಸಂಬಂಧಿಗಳು ಸ್ಪರ್ಧೆಯಲ್ಲಿ ಭಾಗವಹಿಸುವಂತಿಲ್ಲ. [105,1981,484,2009]
prize-head: ಉತ್ತಮವಾದ ಐದು ಕಥೆಗಳಿಗೆ ನಗದು ಬಹುಮಾನ [114,1569,340,1587]
dc-callout-signature: -ರೋಹಿಣಿ ಸಿಂಧೂರಿ, ಜಿಲ್ಲಾಧಿಕಾರಿ. [353,1028,502,1044]
signature-right-org: ಕೃಷಿ ಉತ್ಪನ್ನ ಮಾರುಕಟ್ಟೆ ಸಮಿತಿ ನಂಜನಗೂಡು [1263,1732,1412,1744]
rule-item [105,1816,487,1832]
lead-body-col1: ಮೈಸೂರು, ಮಾ.31(ಎಂಟಿವೈ)- ಭಾರತ ದೇಶವನ್ನು 2023ರ ವೇಳೆಗೆ ಅಪೌಷ್ಟಿಕತೆ ಮುಕ್ತ ದೇಶವಾಗಿ ಪರಿವರ್ತಿಸುವ ನಿಟ್ಟಿನಲ್ಲಿ ಕೇಂದ್ರ ಸರ್ಕಾರ ಕಾರ್ಯಕ್ರಮ ರೂಪಿಸಿದ್ದು, ಅದರ ಮಾದರಿಯಲ್ಲಿ ಮೈಸೂರು ಜಿಲ್ಲೆಯನ್ನು ಅಪೌಷ್ಟಿಕತೆ ಮುಕ್ತ ಜಿಲ್ಲೆಯಾಗಿ ಮಾಡಬೇಕು ಎಂದು ಜಿಲ್ಲಾಧಿಕಾರಿ ರೋಹಿಣಿ ಸಿಂಧೂರಿ ಸಲಹೆ ನೀಡಿದರು. ಮೈಸೂರು ಜಿಲ್ಲಾ ಪಂಚಾಯತ್ ಸಭಾಂಗಣದಲ್ಲಿ ಬುಧವಾರ ನಡೆದ ಪೋಷಣ್ ಅಭಿಯಾನ (ಪೋಷಣ್ ಪಖ್ವಾಡ) ಕಾರ್ಯಕ್ರಮದ ಸಮಾರೋಪ ಸಮಾರಂಭದಲ್ಲಿ ಉದ್ಘಾಟಿಸಿ ಮಾತನಾಡಿದ ಅವರು, ದೇಶದಲ್ಲಿ ಕಾಡುತ್ತಿರುವ ಅಪೌಷ್ಟಿಕತೆಯನ್ನು ನಿರ್ಮೂಲನೆ ಮಾಡಲು ಕೇಂದ್ರ ಸರ್ಕಾರ ಪೋಷಣ್ ಪಖ್ವಾಡ ಕಾರ್ಯಕ್ರಮ ಜಾರಿಗೆ ತಂದಿದೆ. 2023ರ ವೇಳೆ ದೇಶದಲ್ಲಿ ಯಾರೂ ಬ್ರಹ್ಮ ಅಪೌಷ್ಟಿಕತೆಯಿಂದ ಬಳಲಬಾರದು ಎಂಬುದು ಈ ಕಾರ್ಯಕ್ರಮದ ಉದ್ದೇಶ. ಈ ನಿಟ್ಟಿನಲ್ಲಿ ಕಳೆದ 15 ದಿನಗಳಿಂದ ಪೋಷಣ್ ಪಖ್ವಾಡ ಕಾರ್ಯಕ್ರಮ ಮೂಲಕ ಎಲ್ಲೆಡೆ ಅಪೌಷ್ಟಿಕತೆ ಬಗ್ಗೆ ಜಾಗೃತಿ ಮೂಡಿಸಲಾಗಿದೆ. ಪೋಷಣ್ ಪಖ್ವಾಡ ಕಾರ್ಯಕ್ರಮ 15ಕ್ಕೆ ಸೀಮಿತ ಆಗದೇ ನಿರಂತರವಾಗಿ ನಡೆಯಬೇಕು. 135 ಮಕ್ಕಳಲ್ಲಿ ಅಪೌಷ್ಟಿಕತೆ: ಜಿಲ್ಲೆಯಲ್ಲಿ ಪ್ರಸ್ತುತ 135 ಮಕ್ಕಳು ಬಳಲುತ್ತಿದ್ದಾರೆ. [95,612,291,1121]
table-cell: 5 [905,1504,928,1532]
nutrition-col1: ಪೋಷಣ್ ಪಖ್ವಾಡ್ ಕಾರ್ಯಕ್ರಮದಲ್ಲಿ ಪಾಲ್ಗೊಂಡಿದ್ದ ಅಂಗನವಾಡಿ ಕಾರ್ಯಕರ್ತೆಯರಿಗೆ ನಿಮ್ಮಲ್ಲಿ ಯಾರಿಗಾದರೂ ರಕ್ತಹೀನತೆ ಇದೆಯೇ? ಹಿಮೋಗ್ಲೋಬಿನ್ ಅಂಶ ಎಷ್ಟಿರಬೇಕು ಎಂಬುದು ಗೊತ್ತಾ ಎಂದು ಡಿಸಿ ರೋಹಿಣಿ ಸಿಂಧೂರಿ ಪ್ರಶ್ನಿಸಿದರು. ಇದಕ್ಕೆ ಉತ್ತರಿಸಲು ತಡಬಡಿಸಿದ ಕಾರ್ಯಕರ್ತೆಯರಿಗೆ ಮಹಿಳೆಯರಲ್ಲಿ 12ರಷ್ಟು ಇರಬೇಕು ಎಂದು ಡಿಸಿ ತಿಳಿಸಿದರು. ಎಲ್ಲರೂ ಪ್ರತಿನಿತ್ಯ ಸಮತೋಲನ ಆಹಾರ ಸೇವಿಸಿ ಉತ್ತಮ ಆರೋಗ್ಯ ಕಾಪಾಡಿಕೊಳ್ಳಬೇಕು. [308,662,577,812]
phone-icon: ✆ [1279,1194,1303,1219]
dc-callout [298,873,509,1051]
table-cell: 6700-00 [1337,1532,1474,1561]
teacher-kicker: ಜಯಶ್ರೀ ಮರೀಗೌಡ ಧನ್ಯತೆ [1080,172,1484,204]
prize-name: ಪ್ರೋತ್ಸಾಹಕ ಬಹುಮಾನಗಳು (ಎರಡು) [114,1670,275,1685]
table-cell: 8,422-00 / 5,475-00 [1241,1578,1337,1606]
prize-amount: ರೂ. 3,000 [412,1645,479,1660]
table-cell: ಸಮಿತಿಯ ಮುಖ್ಯ ಪ್ರಾಂಗಣದಲ್ಲಿ ಹೊರಭಾಗದಲ್ಲಿ ರೈತ ಭವನದ ಮಳಿಗೆಗಳು [928,1578,1131,1606]
hospital-ad [896,793,1484,1236]
